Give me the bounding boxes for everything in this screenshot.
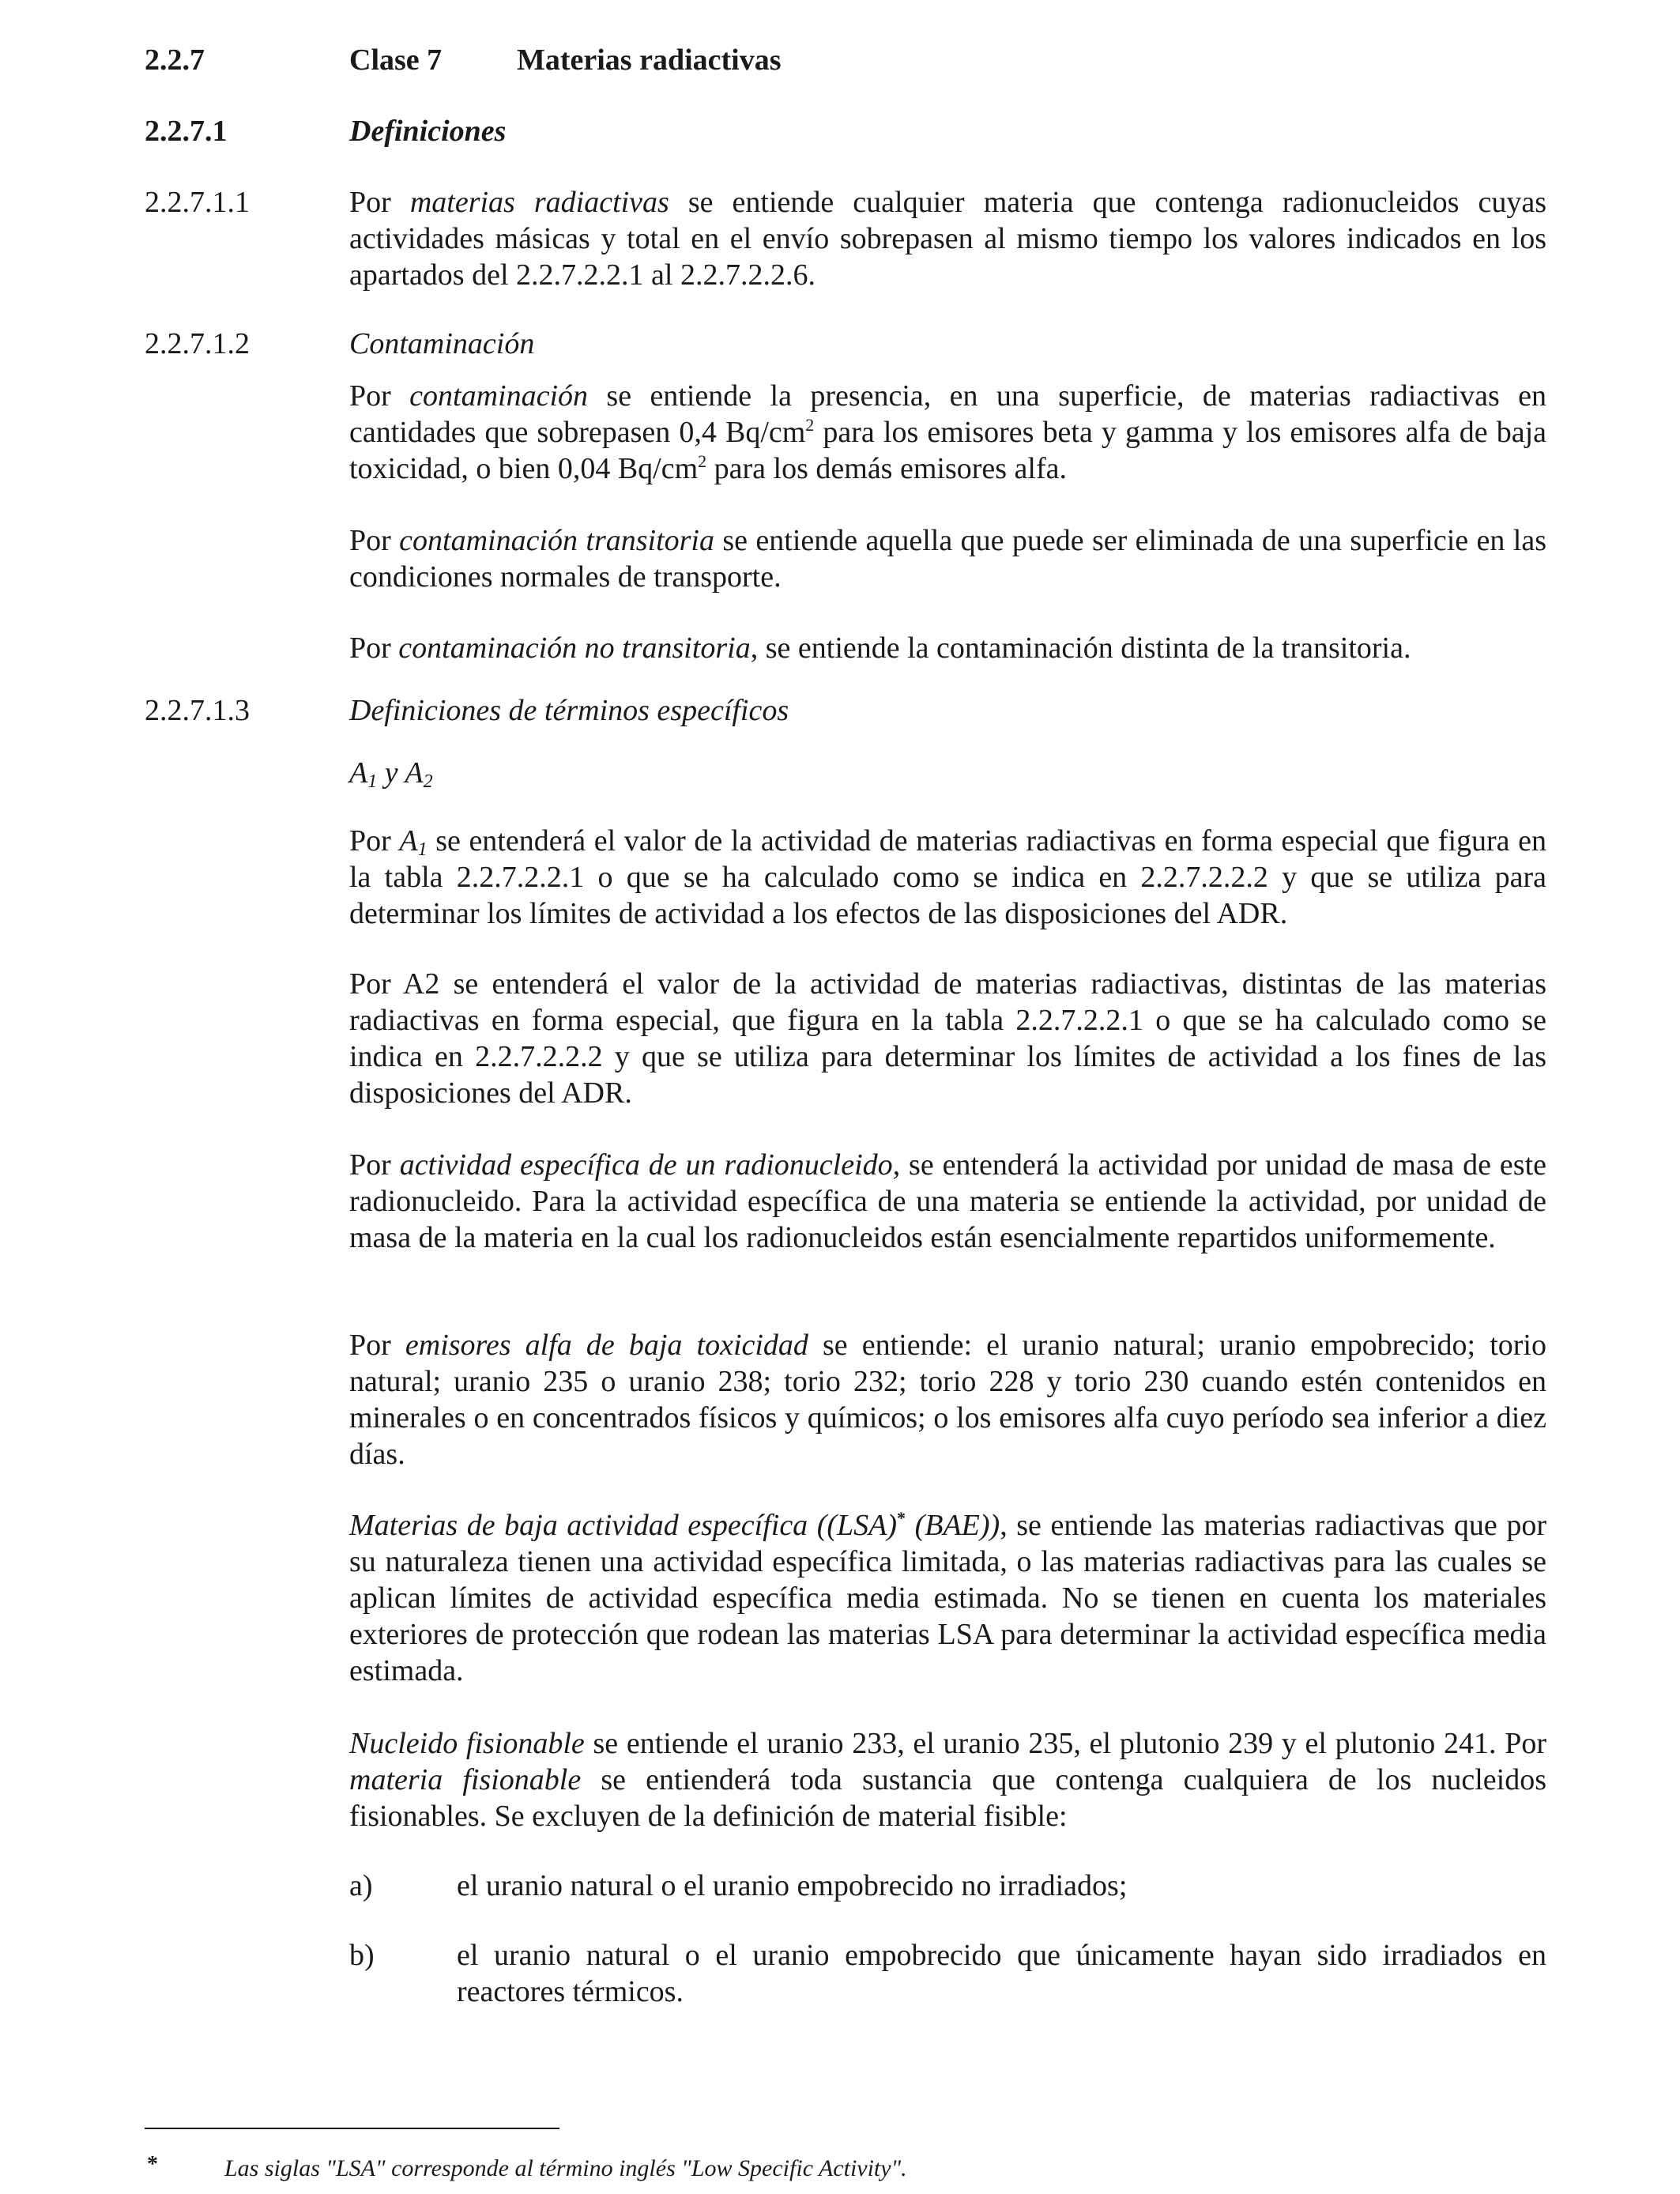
section-class-label: Clase 7 [349, 43, 443, 77]
list-item-text: el uranio natural o el uranio empobrecido que únicamente hayan sido irradiados en reactores térmicos. [457, 1939, 1546, 2008]
contaminacion-paragraph: Por contaminación se entiende la presencia, en una superficie, de materias radiactivas en cantidades que sobrepasen 0,4 $Bq/cm^2$ para los emisores beta y gamma y los emisores alfa de baja toxicidad, o bien 0,04 $Bq/cm^2$ para los demás emisores alfa. [349, 379, 1546, 485]
section-title: Materias radiactivas [517, 43, 782, 77]
contaminacion-no-transitoria-paragraph: Por contaminación no transitoria, se entiende la contaminación distinta de la transitoria. [349, 631, 1411, 665]
def-2-title: Contaminación [349, 327, 535, 360]
a1-a2-heading: $A_1$ y $A_2$ [349, 756, 433, 792]
actividad-especifica-paragraph: Por actividad específica de un radionucleido, se entenderá la actividad por unidad de masa de este radionucleido. Para la actividad específica de una materia se entiende la actividad, por unidad de masa de la materia en la cual los radionucleidos están esencialmente repartidos uniformemente. [349, 1148, 1547, 1254]
footnote-text: Las siglas "LSA" corresponde al término inglés "Low Specific Activity". [224, 2155, 907, 2181]
emisores-alfa-paragraph: Por emisores alfa de baja toxicidad se entiende: el uranio natural; uranio empobrecido; torio natural; uranio 235 o uranio 238; torio 232; torio 228 y torio 230 cuando estén contenidos en minerales o en concentrados físicos y químicos; o los emisores alfa cuyo período sea inferior a diez días. [349, 1329, 1546, 1471]
def-1-number: 2.2.7.1.1 [145, 186, 250, 219]
list-item-label: b) [349, 1939, 375, 1972]
section-number: 2.2.7 [145, 43, 205, 77]
lsa-paragraph: Materias de baja actividad específica ((LSA)* (BAE)), se entiende las materias radiactivas que por su naturaleza tienen una actividad específica limitada, o las materias radiactivas para las cuales se aplican límites de actividad específica media estimada. No se tienen en cuenta los materiales exteriores de protección que rodean las materias LSA para determinar la actividad específica media estimada. [349, 1508, 1546, 1687]
contaminacion-transitoria-paragraph: Por contaminación transitoria se entiende aquella que puede ser eliminada de una superficie en las condiciones normales de transporte. [349, 524, 1546, 594]
a2-paragraph: Por A2 se entenderá el valor de la actividad de materias radiactivas, distintas de las materias radiactivas en forma especial, que figura en la tabla 2.2.7.2.2.1 o que se ha calculado como se indica en 2.2.7.2.2.2 y que se utiliza para determinar los límites de actividad a los fines de las disposiciones del ADR. [349, 967, 1546, 1110]
nucleido-fisionable-paragraph: Nucleido fisionable se entiende el uranio 233, el uranio 235, el plutonio 239 y el plutonio 241. Por materia fisionable se entienderá toda sustancia que contenga cualquiera de los nucleidos fisionables. Se excluyen de la definición de material fisible: [349, 1727, 1547, 1833]
subsection-number: 2.2.7.1 [145, 115, 228, 148]
def-3-title: Definiciones de términos específicos [349, 694, 789, 727]
list-item-label: a) [349, 1869, 373, 1902]
footnote-separator [145, 2128, 559, 2129]
def-1-paragraph: Por materias radiactivas se entiende cualquier materia que contenga radionucleidos cuyas actividades másicas y total en el envío sobrepasen al mismo tiempo los valores indicados en los apartados del 2.2.7.2.2.1 al 2.2.7.2.2.6. [349, 186, 1547, 292]
subsection-title: Definiciones [349, 115, 507, 148]
a1-paragraph: Por $A_1$ se entenderá el valor de la actividad de materias radiactivas en forma especial que figura en la tabla 2.2.7.2.2.1 o que se ha calculado como se indica en 2.2.7.2.2.2 y que se utiliza para determinar los límites de actividad a los efectos de las disposiciones del ADR. [349, 824, 1546, 930]
footnote-mark: * [147, 2152, 158, 2177]
list-item-text: el uranio natural o el uranio empobrecido no irradiados; [457, 1869, 1128, 1902]
def-3-number: 2.2.7.1.3 [145, 694, 250, 727]
def-2-number: 2.2.7.1.2 [145, 327, 250, 360]
